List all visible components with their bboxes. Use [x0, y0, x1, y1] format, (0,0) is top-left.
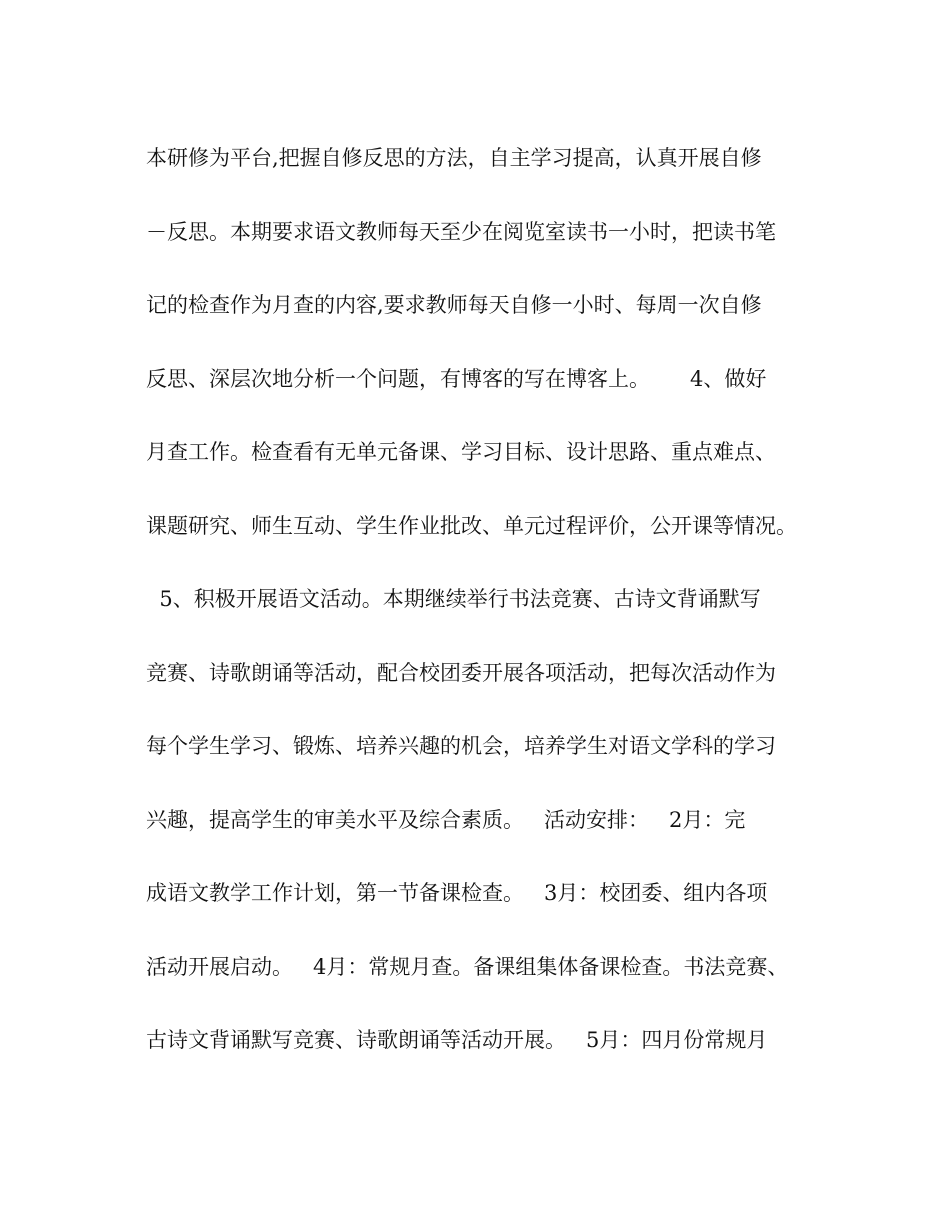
text-line: 记的检查作为月查的内容,要求教师每天自修一小时、每周一次自修: [146, 293, 762, 317]
text-line: 成语文教学工作计划，第一节备课检查。 3月：校团委、组内各项: [146, 881, 768, 905]
text-line: 反思、深层次地分析一个问题，有博客的写在博客上。 4、做好: [146, 366, 767, 391]
text-line: 竞赛、诗歌朗诵等活动，配合校团委开展各项活动，把每次活动作为: [146, 660, 776, 685]
text-line: 每个学生学习、锻炼、培养兴趣的机会，培养学生对语文学科的学习: [146, 734, 776, 758]
text-line: 古诗文背诵默写竞赛、诗歌朗诵等活动开展。 5月：四月份常规月: [146, 1028, 768, 1052]
text-line: 兴趣，提高学生的审美水平及综合素质。 活动安排： 2月：完: [146, 807, 746, 832]
text-line: 月查工作。检查看有无单元备课、学习目标、设计思路、重点难点、: [146, 440, 776, 464]
text-line: 活动开展启动。 4月：常规月查。备课组集体备课检查。书法竞赛、: [146, 954, 789, 979]
text-line: 5、积极开展语文活动。本期继续举行书法竞赛、古诗文背诵默写: [146, 587, 761, 611]
text-line: 本研修为平台,把握自修反思的方法，自主学习提高，认真开展自修: [146, 146, 762, 170]
text-line: －反思。本期要求语文教师每天至少在阅览室读书一小时，把读书笔: [146, 219, 776, 244]
text-line: 课题研究、师生互动、学生作业批改、单元过程评价，公开课等情况。: [146, 513, 797, 538]
document-body: [146, 138, 826, 1094]
